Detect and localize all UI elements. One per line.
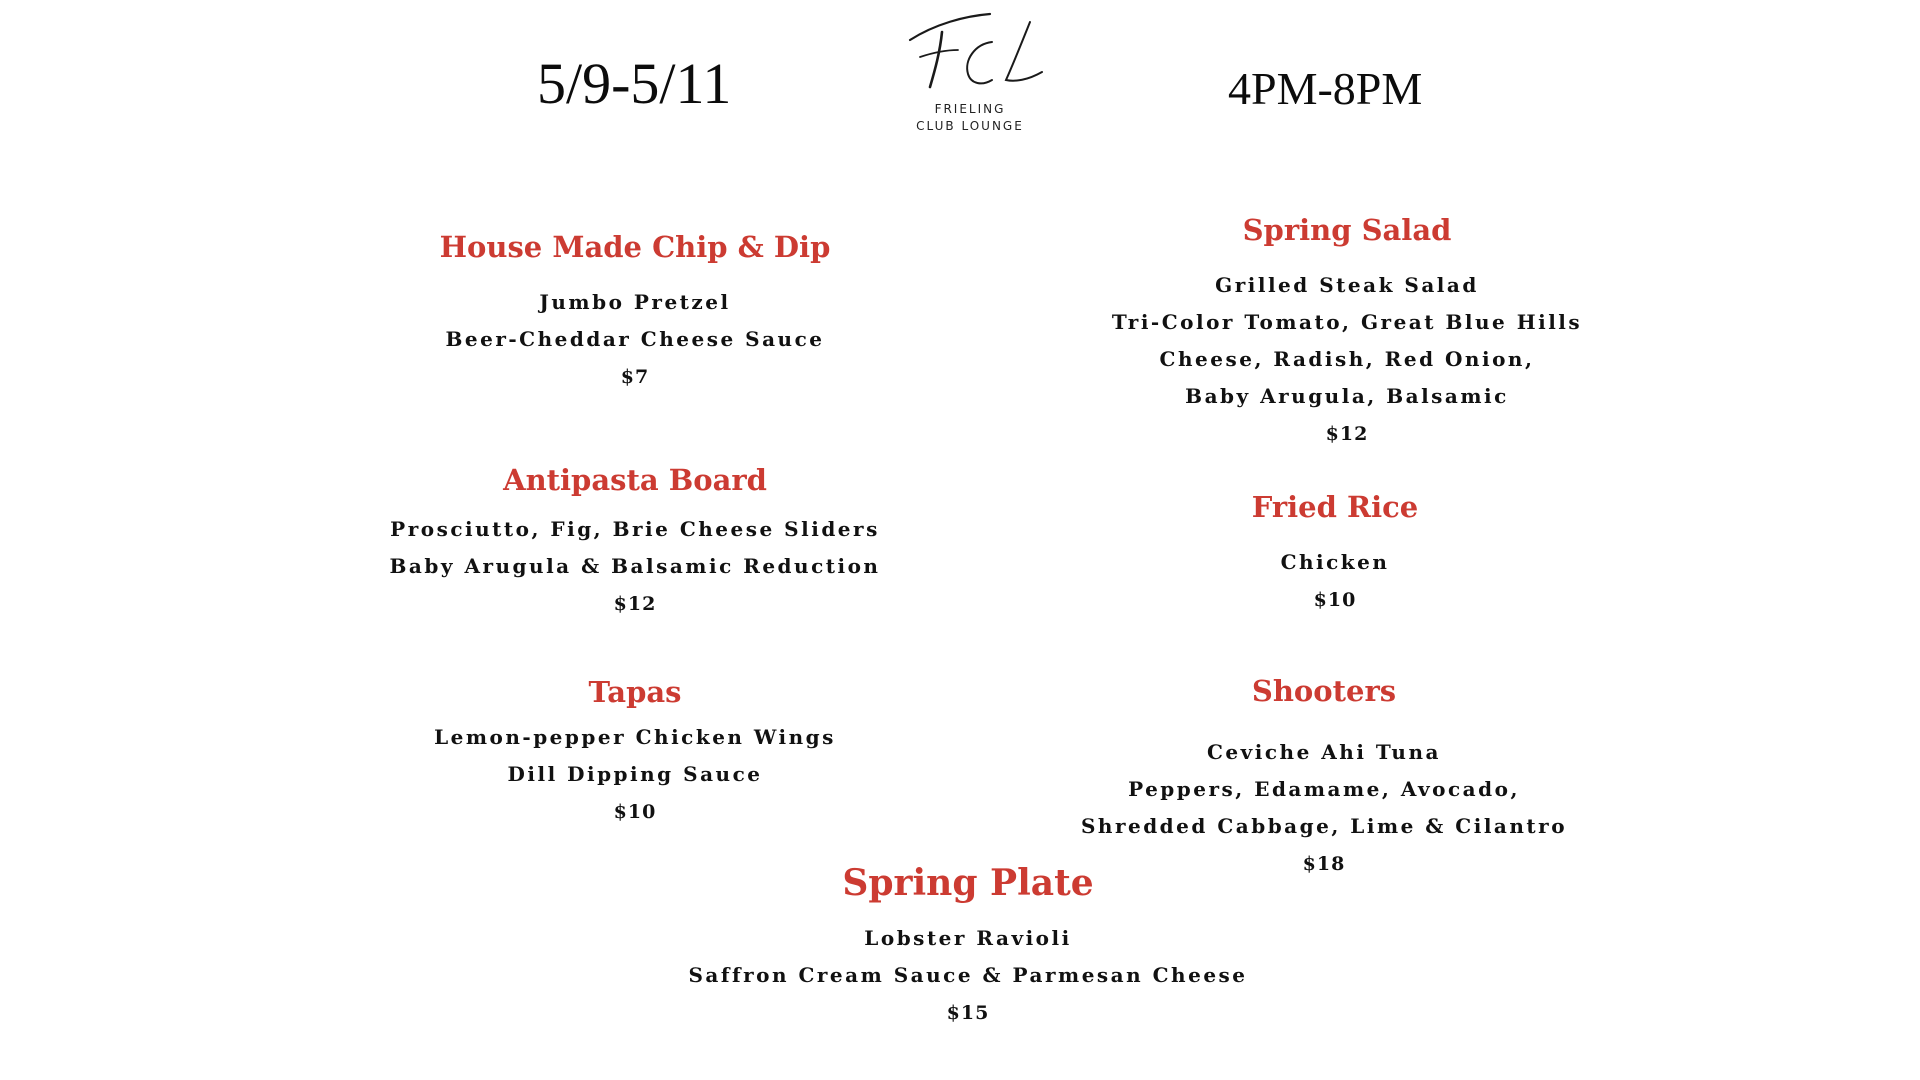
menu-section-spring-salad bbox=[1112, 213, 1582, 453]
menu-item-line: Tri-Color Tomato, Great Blue Hills bbox=[1111, 310, 1583, 334]
menu-item-line: Lobster Ravioli bbox=[864, 926, 1072, 950]
menu-item-line: Peppers, Edamame, Avocado, bbox=[1128, 777, 1520, 801]
section-title: House Made Chip & Dip bbox=[439, 230, 831, 264]
menu-section-shooters bbox=[1081, 674, 1567, 883]
section-title: Tapas bbox=[588, 675, 682, 709]
menu-section-spring-plate bbox=[688, 862, 1247, 1032]
menu-item-line: Jumbo Pretzel bbox=[539, 290, 731, 314]
menu-item-price: $18 bbox=[1302, 853, 1346, 875]
menu-item-price: $10 bbox=[1313, 589, 1357, 611]
menu-item-line: Baby Arugula & Balsamic Reduction bbox=[389, 554, 881, 578]
frieling-club-lounge-logo bbox=[880, 2, 1060, 142]
section-title: Fried Rice bbox=[1251, 490, 1419, 524]
menu-item-line: Dill Dipping Sauce bbox=[507, 762, 763, 786]
section-title: Spring Plate bbox=[842, 862, 1094, 904]
section-title: Shooters bbox=[1251, 674, 1397, 708]
menu-item-price: $7 bbox=[620, 366, 650, 388]
menu-dates: 5/9-5/11 bbox=[537, 51, 732, 116]
menu-item-price: $12 bbox=[1325, 423, 1369, 445]
menu-item-line: Baby Arugula, Balsamic bbox=[1185, 384, 1509, 408]
menu-item-line: Shredded Cabbage, Lime & Cilantro bbox=[1080, 814, 1568, 838]
menu-item-price: $15 bbox=[946, 1002, 990, 1024]
menu-section-chip-dip bbox=[440, 230, 831, 396]
menu-section-tapas bbox=[434, 675, 836, 831]
menu-item-line: Ceviche Ahi Tuna bbox=[1207, 740, 1441, 764]
section-title: Antipasta Board bbox=[503, 463, 767, 497]
menu-hours: 4PM-8PM bbox=[1228, 63, 1423, 114]
menu-item-line: Saffron Cream Sauce & Parmesan Cheese bbox=[688, 963, 1248, 987]
menu-item-line: Lemon-pepper Chicken Wings bbox=[434, 725, 836, 749]
menu-section-antipasta-board bbox=[390, 463, 881, 623]
menu-item-line: Prosciutto, Fig, Brie Cheese Sliders bbox=[390, 517, 880, 541]
logo-text-frieling: FRIELING bbox=[934, 102, 1006, 116]
menu-item-line: Cheese, Radish, Red Onion, bbox=[1159, 347, 1535, 371]
menu-item-price: $10 bbox=[613, 801, 657, 823]
menu-item-price: $12 bbox=[613, 593, 657, 615]
fcl-script-monogram bbox=[880, 2, 1060, 102]
menu-item-line: Beer-Cheddar Cheese Sauce bbox=[445, 327, 825, 351]
section-title: Spring Salad bbox=[1242, 213, 1452, 247]
menu-item-line: Grilled Steak Salad bbox=[1215, 273, 1479, 297]
menu-item-line: Chicken bbox=[1280, 550, 1390, 574]
logo-text-club-lounge: CLUB LOUNGE bbox=[916, 119, 1024, 133]
menu-section-fried-rice bbox=[1252, 490, 1418, 619]
